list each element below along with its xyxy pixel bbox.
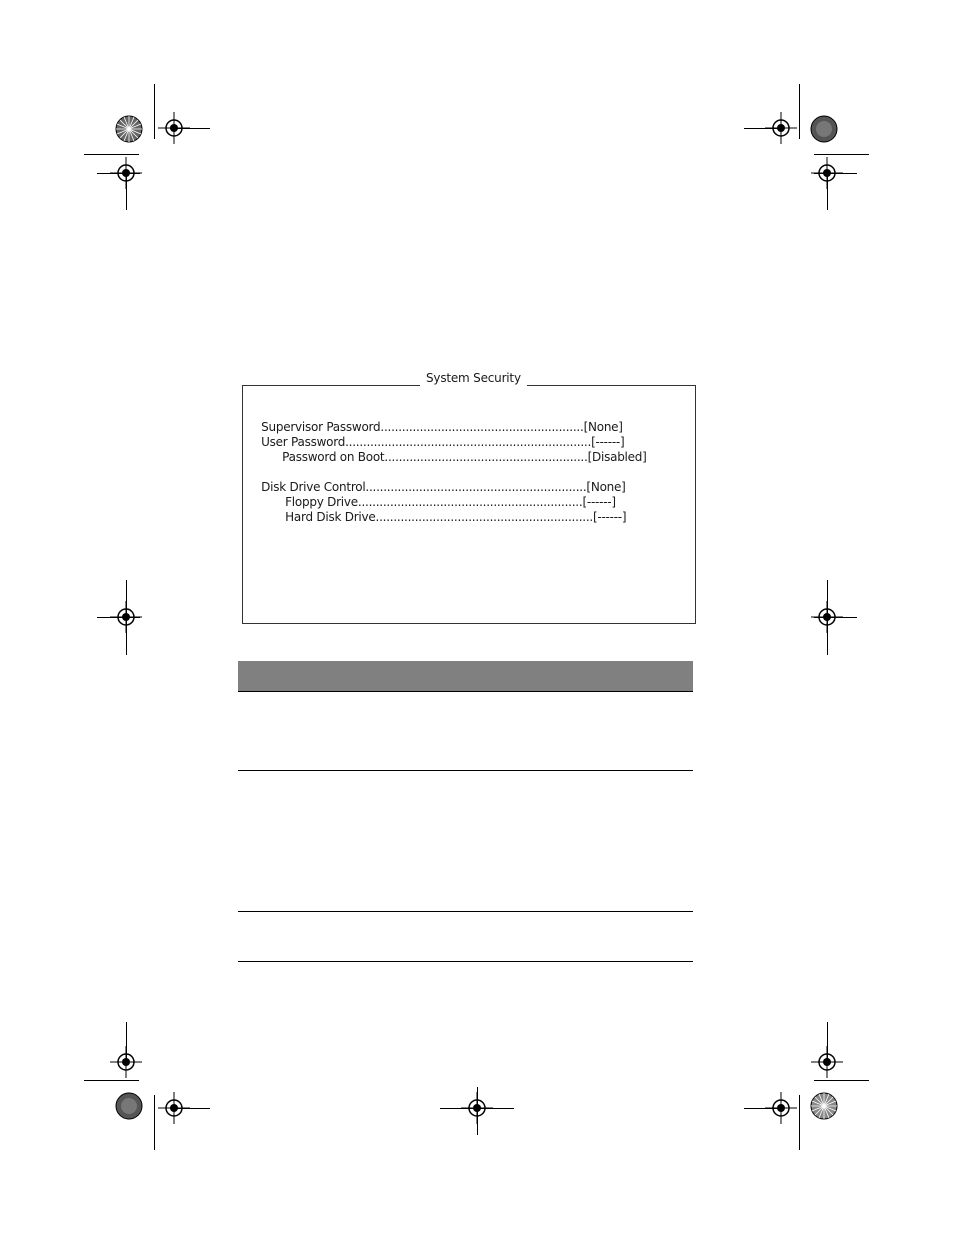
crop-mark-horizontal [814, 1080, 869, 1081]
crop-mark-vertical [154, 1095, 155, 1150]
crop-mark-horizontal [744, 128, 784, 129]
crop-mark-horizontal [97, 617, 140, 618]
bios-row-value: [------] [592, 510, 627, 524]
table-row-divider [238, 691, 693, 692]
crop-mark-horizontal [814, 617, 857, 618]
crop-mark-vertical [799, 84, 800, 139]
starburst-mark-icon [115, 115, 143, 143]
bios-row-value: [None] [583, 420, 623, 434]
bios-row-label: Floppy Drive [285, 495, 358, 509]
crop-mark-horizontal [97, 173, 140, 174]
crop-mark-vertical [126, 173, 127, 210]
crop-mark-horizontal [170, 128, 210, 129]
crop-mark-horizontal [84, 1080, 139, 1081]
crop-mark-vertical [827, 173, 828, 210]
crop-mark-vertical [477, 1087, 478, 1135]
table-header-bar [238, 661, 693, 692]
bios-row-label: Hard Disk Drive [285, 510, 376, 524]
starburst-mark-icon [115, 1092, 143, 1120]
bios-row-label: Disk Drive Control [261, 480, 366, 494]
bios-row-leader: ............................................................. [375, 510, 593, 524]
bios-row-leader: .............................................................. [365, 480, 587, 494]
crop-mark-horizontal [814, 173, 857, 174]
crop-mark-horizontal [744, 1108, 784, 1109]
crop-mark-vertical [827, 1022, 828, 1062]
crop-mark-vertical [154, 84, 155, 139]
table-row-divider [238, 770, 693, 771]
bios-row-label: Password on Boot [282, 450, 385, 464]
bios-row-leader: ..................................................................... [345, 435, 592, 449]
bios-row-leader: ............................................................... [357, 495, 583, 509]
bios-row-leader: ......................................................... [380, 420, 584, 434]
starburst-mark-icon [810, 115, 838, 143]
bios-row-password-on-boot[interactable] [275, 435, 647, 465]
table-row-divider [238, 961, 693, 962]
bios-row-value: [------] [582, 495, 616, 509]
bios-row-value: [None] [586, 480, 626, 494]
crop-mark-vertical [799, 1095, 800, 1150]
bios-row-leader: ......................................................... [384, 450, 588, 464]
crop-mark-horizontal [84, 154, 139, 155]
bios-row-value: [------] [591, 435, 625, 449]
bios-row-hard-disk-drive[interactable] [278, 495, 626, 525]
bios-row-value: [Disabled] [587, 450, 647, 464]
crop-mark-horizontal [814, 154, 869, 155]
bios-row-label: User Password [261, 435, 346, 449]
starburst-mark-icon [810, 1092, 838, 1120]
crop-mark-vertical [126, 1022, 127, 1062]
bios-row-label: Supervisor Password [261, 420, 381, 434]
table-row-divider [238, 911, 693, 912]
crop-mark-horizontal [170, 1108, 210, 1109]
bios-screen-title: System Security [420, 370, 527, 386]
